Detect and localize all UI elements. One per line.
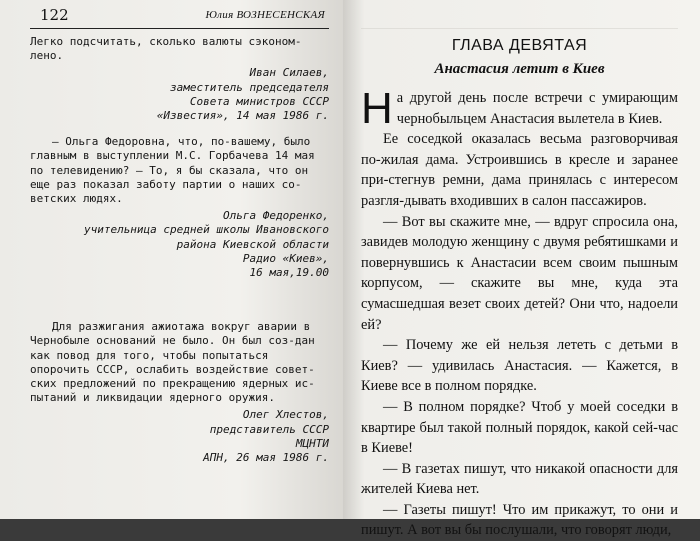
signature-line: АПН, 26 мая 1986 г.: [203, 451, 329, 465]
quote-paragraph: Легко подсчитать, сколько валюты сэконом-лено.: [30, 35, 302, 63]
signature-line: учительница средней школы Ивановского: [83, 223, 329, 237]
right-page-header-bleed: [361, 8, 678, 29]
signature-line: МЦНТИ: [295, 436, 329, 450]
signature-line: Иван Силаев,: [249, 66, 329, 80]
signature-line: Ольга Федоренко,: [223, 209, 329, 223]
running-header-author: Юлия ВОЗНЕСЕНСКАЯ: [205, 9, 325, 21]
left-page-header: [30, 8, 329, 29]
body-paragraph: — В полном порядке? Чтоб у моей соседки в квартире был такой полный порядок, какой сей-час в Киеве!: [361, 398, 678, 457]
signature-line: «Известия», 14 мая 1986 г.: [156, 109, 329, 123]
quote-signature: [30, 66, 329, 123]
left-page: [0, 0, 343, 519]
right-page: [343, 0, 700, 539]
chapter-title: ГЛАВА ДЕВЯТАЯ: [451, 37, 588, 54]
body-paragraph: — Газеты пишут! Что им прикажут, то они и пишут. А вот вы бы послушали, что говорят люди,: [361, 501, 678, 539]
left-page-text: [30, 35, 329, 465]
signature-line: Совета министров СССР: [189, 94, 329, 108]
chapter-body: [361, 84, 678, 541]
body-paragraph: [361, 84, 678, 133]
page-number: 122: [40, 6, 69, 24]
body-paragraph: — В газетах пишут, что никакой опасности для жителей Киева нет.: [361, 460, 678, 498]
body-paragraph: Ее соседкой оказалась весьма разговорчивая по-жилая дама. Устроившись в кресле и заранее при-стегнув ремни, дама принялась с интересом разгля-дывать входивших в салон пассажиров.: [361, 131, 678, 209]
first-paragraph-text: а другой день после встречи с умирающим чернобыльцем Анастасия вылетела в Киев.: [396, 90, 678, 127]
quote-signature: [30, 408, 329, 465]
body-paragraph: — Почему же ей нельзя лететь с детьми в Киев? — удивилась Анастасия. — Кажется, в Киеве все в полном порядке.: [361, 337, 678, 395]
signature-line: представитель СССР: [209, 422, 329, 436]
drop-cap: Н: [361, 84, 393, 133]
chapter-subtitle: Анастасия летит в Киев: [434, 61, 605, 77]
quote-signature: [30, 209, 329, 280]
signature-line: Радио «Киев»,: [242, 251, 329, 265]
quote-paragraph: Для разжигания ажиотажа вокруг аварии в Чернобыле оснований не было. Он был соз-дан как повод для того, чтобы попытаться опорочить СССР, ослабить воздействие совет-ских предложений по прекращению ядерных ис-пытаний и ликвидации ядерного оружия.: [30, 320, 315, 405]
signature-line: 16 мая,19.00: [249, 266, 329, 280]
body-paragraph: — Вот вы скажите мне, — вдруг спросила она, завидев молодую женщину с двумя ребятишками и повернувшись к Анастасии всем своим пышным корпусом, — скажите вы мне, куда эта сумасшедшая везет своих детей? Они что, надоели ей?: [361, 213, 678, 333]
signature-line: заместитель председателя: [170, 80, 329, 94]
signature-line: Олег Хлестов,: [242, 408, 329, 422]
quote-paragraph: — Ольга Федоровна, что, по-вашему, было главным в выступлении М.С. Горбачева 14 мая по телевидению? — То, я бы сказала, что он еще раз показал заботу партии о наших со-ветских людях.: [30, 135, 315, 206]
signature-line: района Киевской области: [176, 237, 329, 251]
